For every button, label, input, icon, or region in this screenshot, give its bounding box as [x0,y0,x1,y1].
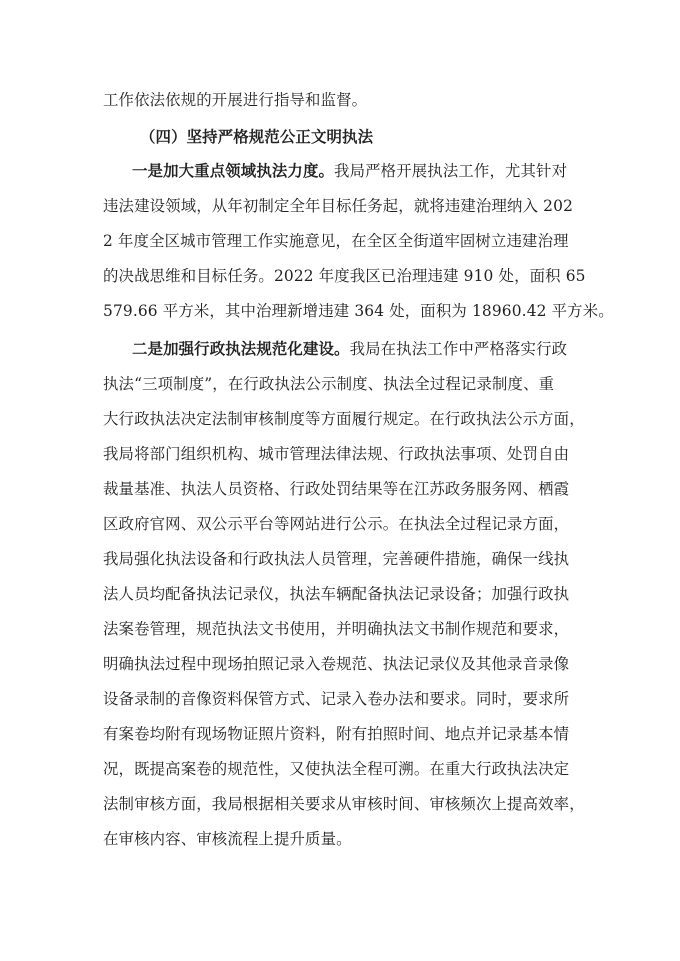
paragraph-line: 的决战思维和目标任务。2022 年度我区已治理违建 910 处，面积 65 [103,267,586,285]
paragraph-line: 工作依法依规的开展进行指导和监督。 [103,91,368,109]
section-heading: （四）坚持严格规范公正文明执法 [140,128,374,146]
paragraph-line: 设备录制的音像资料保管方式、记录入卷办法和要求。同时，要求所 [103,690,570,708]
paragraph-line: 我局将部门组织机构、城市管理法律法规、行政执法事项、处罚自由 [103,445,570,463]
paragraph-line: 法制审核方面，我局根据相关要求从审核时间、审核频次上提高效率， [103,795,585,813]
paragraph-line: 区政府官网、双公示平台等网站进行公示。在执法全过程记录方面， [103,515,570,533]
paragraph-line: 我局强化执法设备和行政执法人员管理，完善硬件措施，确保一线执 [103,550,570,568]
paragraph-line [132,160,612,182]
paragraph-line: 在审核内容、审核流程上提升质量。 [103,830,352,848]
paragraph-line [132,338,612,360]
paragraph-line: 有案卷均附有现场物证照片资料，附有拍照时间、地点并记录基本情 [103,725,570,743]
paragraph-line: 法案卷管理，规范执法文书使用，并明确执法文书制作规范和要求， [103,620,570,638]
paragraph-text: 我局严格开展执法工作，尤其针对 [334,162,568,180]
paragraph-line: 法人员均配备执法记录仪，执法车辆配备执法记录设备；加强行政执 [103,585,570,603]
paragraph-line: 执法“三项制度”，在行政执法公示制度、执法全过程记录制度、重 [103,375,555,393]
paragraph-lead: 一是加大重点领域执法力度。 [132,162,335,180]
paragraph-lead: 二是加强行政执法规范化建设。 [132,340,350,358]
paragraph-line: 大行政执法决定法制审核制度等方面履行规定。在行政执法公示方面， [103,410,585,428]
paragraph-line: 明确执法过程中现场拍照记录入卷规范、执法记录仪及其他录音录像 [103,655,570,673]
paragraph-line: 况，既提高案卷的规范性，又使执法全程可溯。在重大行政执法决定 [103,760,570,778]
paragraph-text: 我局在执法工作中严格落实行政 [349,340,568,358]
paragraph-line: 579.66 平方米，其中治理新增违建 364 处，面积为 18960.42 平方米。 [103,302,614,320]
paragraph-line: 2 年度全区城市管理工作实施意见，在全区全街道牢固树立违建治理 [103,232,569,250]
paragraph-line: 裁量基准、执法人员资格、行政处罚结果等在江苏政务服务网、栖霞 [103,480,570,498]
paragraph-line: 违法建设领域，从年初制定全年目标任务起，就将违建治理纳入 202 [103,197,574,215]
